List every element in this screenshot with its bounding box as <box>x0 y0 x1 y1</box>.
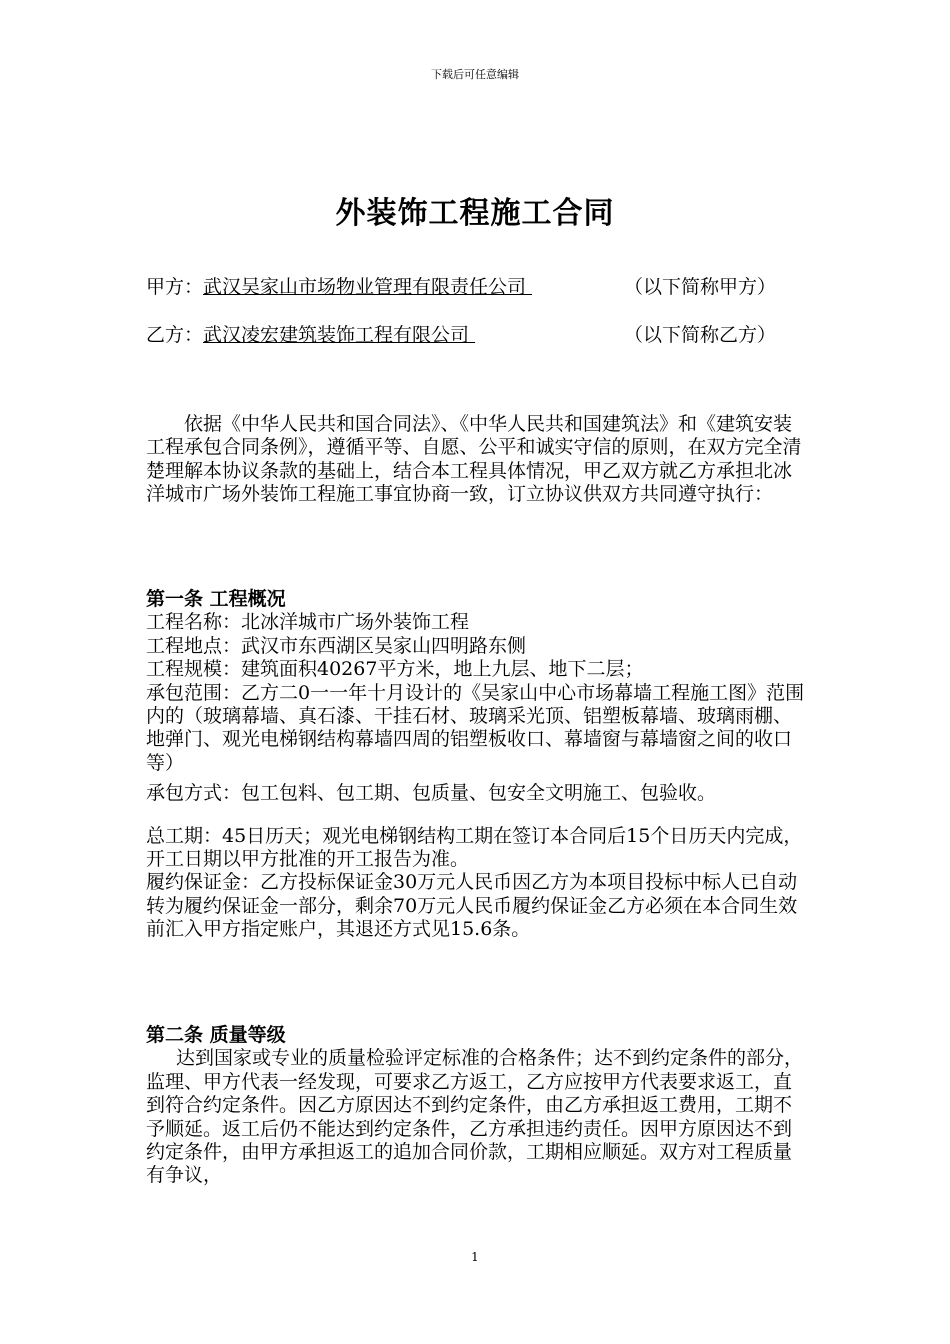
quality-paragraph: 达到国家或专业的质量检验评定标准的合格条件；达不到约定条件的部分，监理、甲方代表一经发现，可要求乙方返工，乙方应按甲方代表要求返工，直到符合约定条件。因乙方原因达不到约定条件，由乙方承担返工费用，工期不予顺延。返工后仍不能达到约定条件，乙方承担违约责任。因甲方原因达不到约定条件，由甲方承担返工的追加合同价款，工期相应顺延。双方对工程质量有争议， <box>146 1047 804 1187</box>
party-a-line <box>146 272 777 299</box>
party-b-suffix: （以下简称乙方） <box>624 324 777 346</box>
page-header: 下载后可任意编辑 <box>431 68 519 81</box>
project-scale: 工程规模：建筑面积40267平方米，地上九层、地下二层； <box>146 658 644 681</box>
article-2-heading: 第二条 质量等级 <box>146 1024 286 1046</box>
project-location: 工程地点：武汉市东西湖区吴家山四明路东侧 <box>146 634 527 657</box>
party-b-name: 武汉凌宏建筑装饰工程有限公司 <box>203 324 470 346</box>
performance-deposit: 履约保证金：乙方投标保证金30万元人民币因乙方为本项目投标中标人已自动转为履约保证金一部分，剩余70万元人民币履约保证金乙方必须在本合同生效前汇入甲方指定账户，其退还方式见15.6条。 <box>146 871 798 941</box>
party-a-suffix: （以下简称甲方） <box>624 276 777 298</box>
project-scope: 承包范围：乙方二0一一年十月设计的《吴家山中心市场幕墙工程施工图》范围内的（玻璃幕墙、真石漆、干挂石材、玻璃采光顶、铝塑板幕墙、玻璃雨棚、地弹门、观光电梯钢结构幕墙四周的铝塑板收口、幕墙窗与幕墙窗之间的收口等） <box>146 681 805 774</box>
page-number: 1 <box>471 1250 479 1264</box>
intro-paragraph: 依据《中华人民共和国合同法》、《中华人民共和国建筑法》和《建筑安装工程承包合同条例》，遵循平等、自愿、公平和诚实守信的原则，在双方完全清楚理解本协议条款的基础上，结合本工程具体情况，甲乙双方就乙方承担北冰洋城市广场外装饰工程施工事宜协商一致，订立协议供双方共同遵守执行： <box>146 413 802 506</box>
party-b-label: 乙方： <box>146 324 204 346</box>
project-name: 工程名称：北冰洋城市广场外装饰工程 <box>146 611 470 634</box>
article-1-heading: 第一条 工程概况 <box>146 588 286 610</box>
party-a-label: 甲方： <box>146 276 204 298</box>
article-2 <box>146 1024 806 1188</box>
contract-method: 承包方式：包工包料、包工期、包质量、包安全文明施工、包验收。 <box>146 782 717 805</box>
contract-title: 外装饰工程施工合同 <box>335 196 615 231</box>
article-1 <box>146 588 806 942</box>
construction-period: 总工期：45日历天；观光电梯钢结构工期在签订本合同后15个日历天内完成，开工日期以甲方批准的开工报告为准。 <box>146 824 803 871</box>
party-a-name: 武汉吴家山市场物业管理有限责任公司 <box>203 276 527 298</box>
party-b-line <box>146 320 777 347</box>
intro-section <box>146 413 806 507</box>
